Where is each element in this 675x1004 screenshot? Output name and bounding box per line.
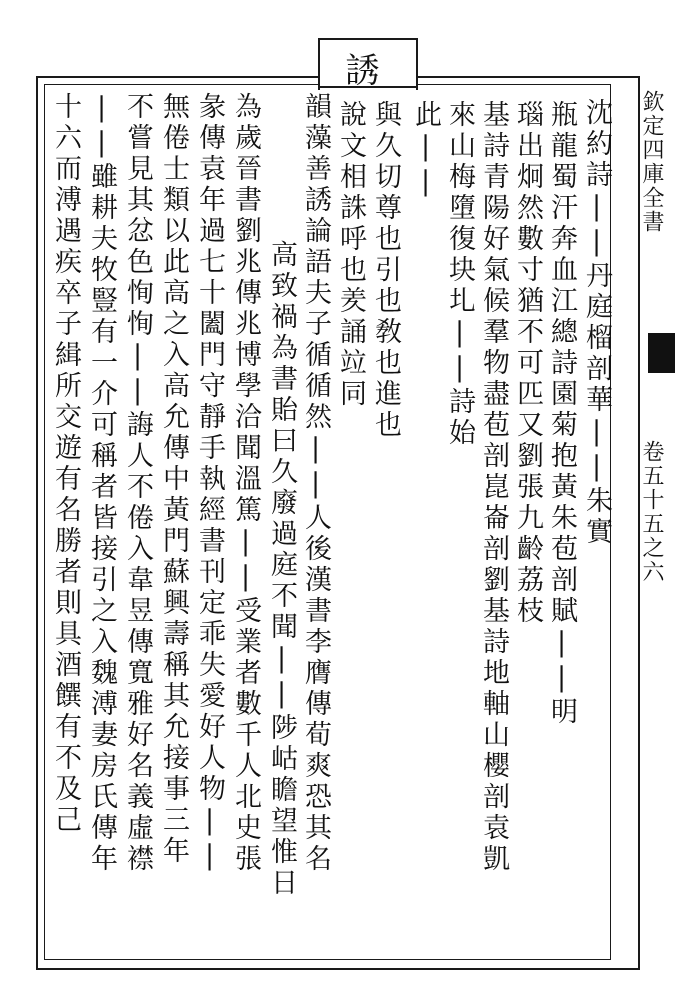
text-column-12: 彖傳袁年過七十闔門守靜手執經書刊定乖失愛好人物|| xyxy=(194,92,225,875)
text-column-16: 十六而溥遇疾卒子緝所交遊有名勝者則具酒饌有不及己 xyxy=(50,92,81,836)
fishtail-mark xyxy=(648,333,675,373)
text-column-10: 高致禍為書貽曰久廢過庭不聞||陟岵瞻望惟日 xyxy=(266,240,297,899)
text-column-8: 說文相誅呼也羑誦竝同 xyxy=(335,100,366,410)
text-column-4: 基詩青陽好氣候羣物盡苞剖崑崙剖劉基詩地軸山櫻剖袁凱 xyxy=(478,100,509,875)
tab-character: 誘 xyxy=(339,52,379,86)
text-column-7: 與久切尊也引也敎也進也 xyxy=(370,100,401,441)
text-column-14: 不嘗見其忿色恂恂||誨人不倦入韋昱傳寬雅好名義虛襟 xyxy=(122,92,153,875)
text-column-1: 沈約詩||丹庭榴剖華||朱實 xyxy=(581,98,612,548)
collection-title: 欽定四庫全書 xyxy=(639,90,664,234)
volume-label: 卷五十五之六 xyxy=(639,440,664,584)
text-column-6: 此|| xyxy=(410,100,441,201)
tab-divider xyxy=(318,86,416,88)
text-column-11: 為歲晉書劉兆傳兆博學洽聞溫篤||受業者數千人北史張 xyxy=(230,92,261,875)
text-column-9: 韻藻善誘論語夫子循循然||人後漢書李膺傳荀爽恐其名 xyxy=(300,92,331,875)
text-column-5: 來山梅墮復块圠||詩始 xyxy=(444,100,475,449)
text-column-2: 瓶龍蜀汗奔血江總詩園菊抱黃朱苞剖賦||明 xyxy=(546,100,577,728)
text-column-3: 瑙出炯然數寸猶不可匹又劉張九齡荔枝 xyxy=(512,100,543,627)
text-column-15: ||雖耕夫牧豎有一介可稱者皆接引之入魏溥妻房氏傳年 xyxy=(86,92,117,875)
text-column-13: 無倦士類以此高之入高允傳中黃門蘇興壽稱其允接事三年 xyxy=(158,92,189,867)
